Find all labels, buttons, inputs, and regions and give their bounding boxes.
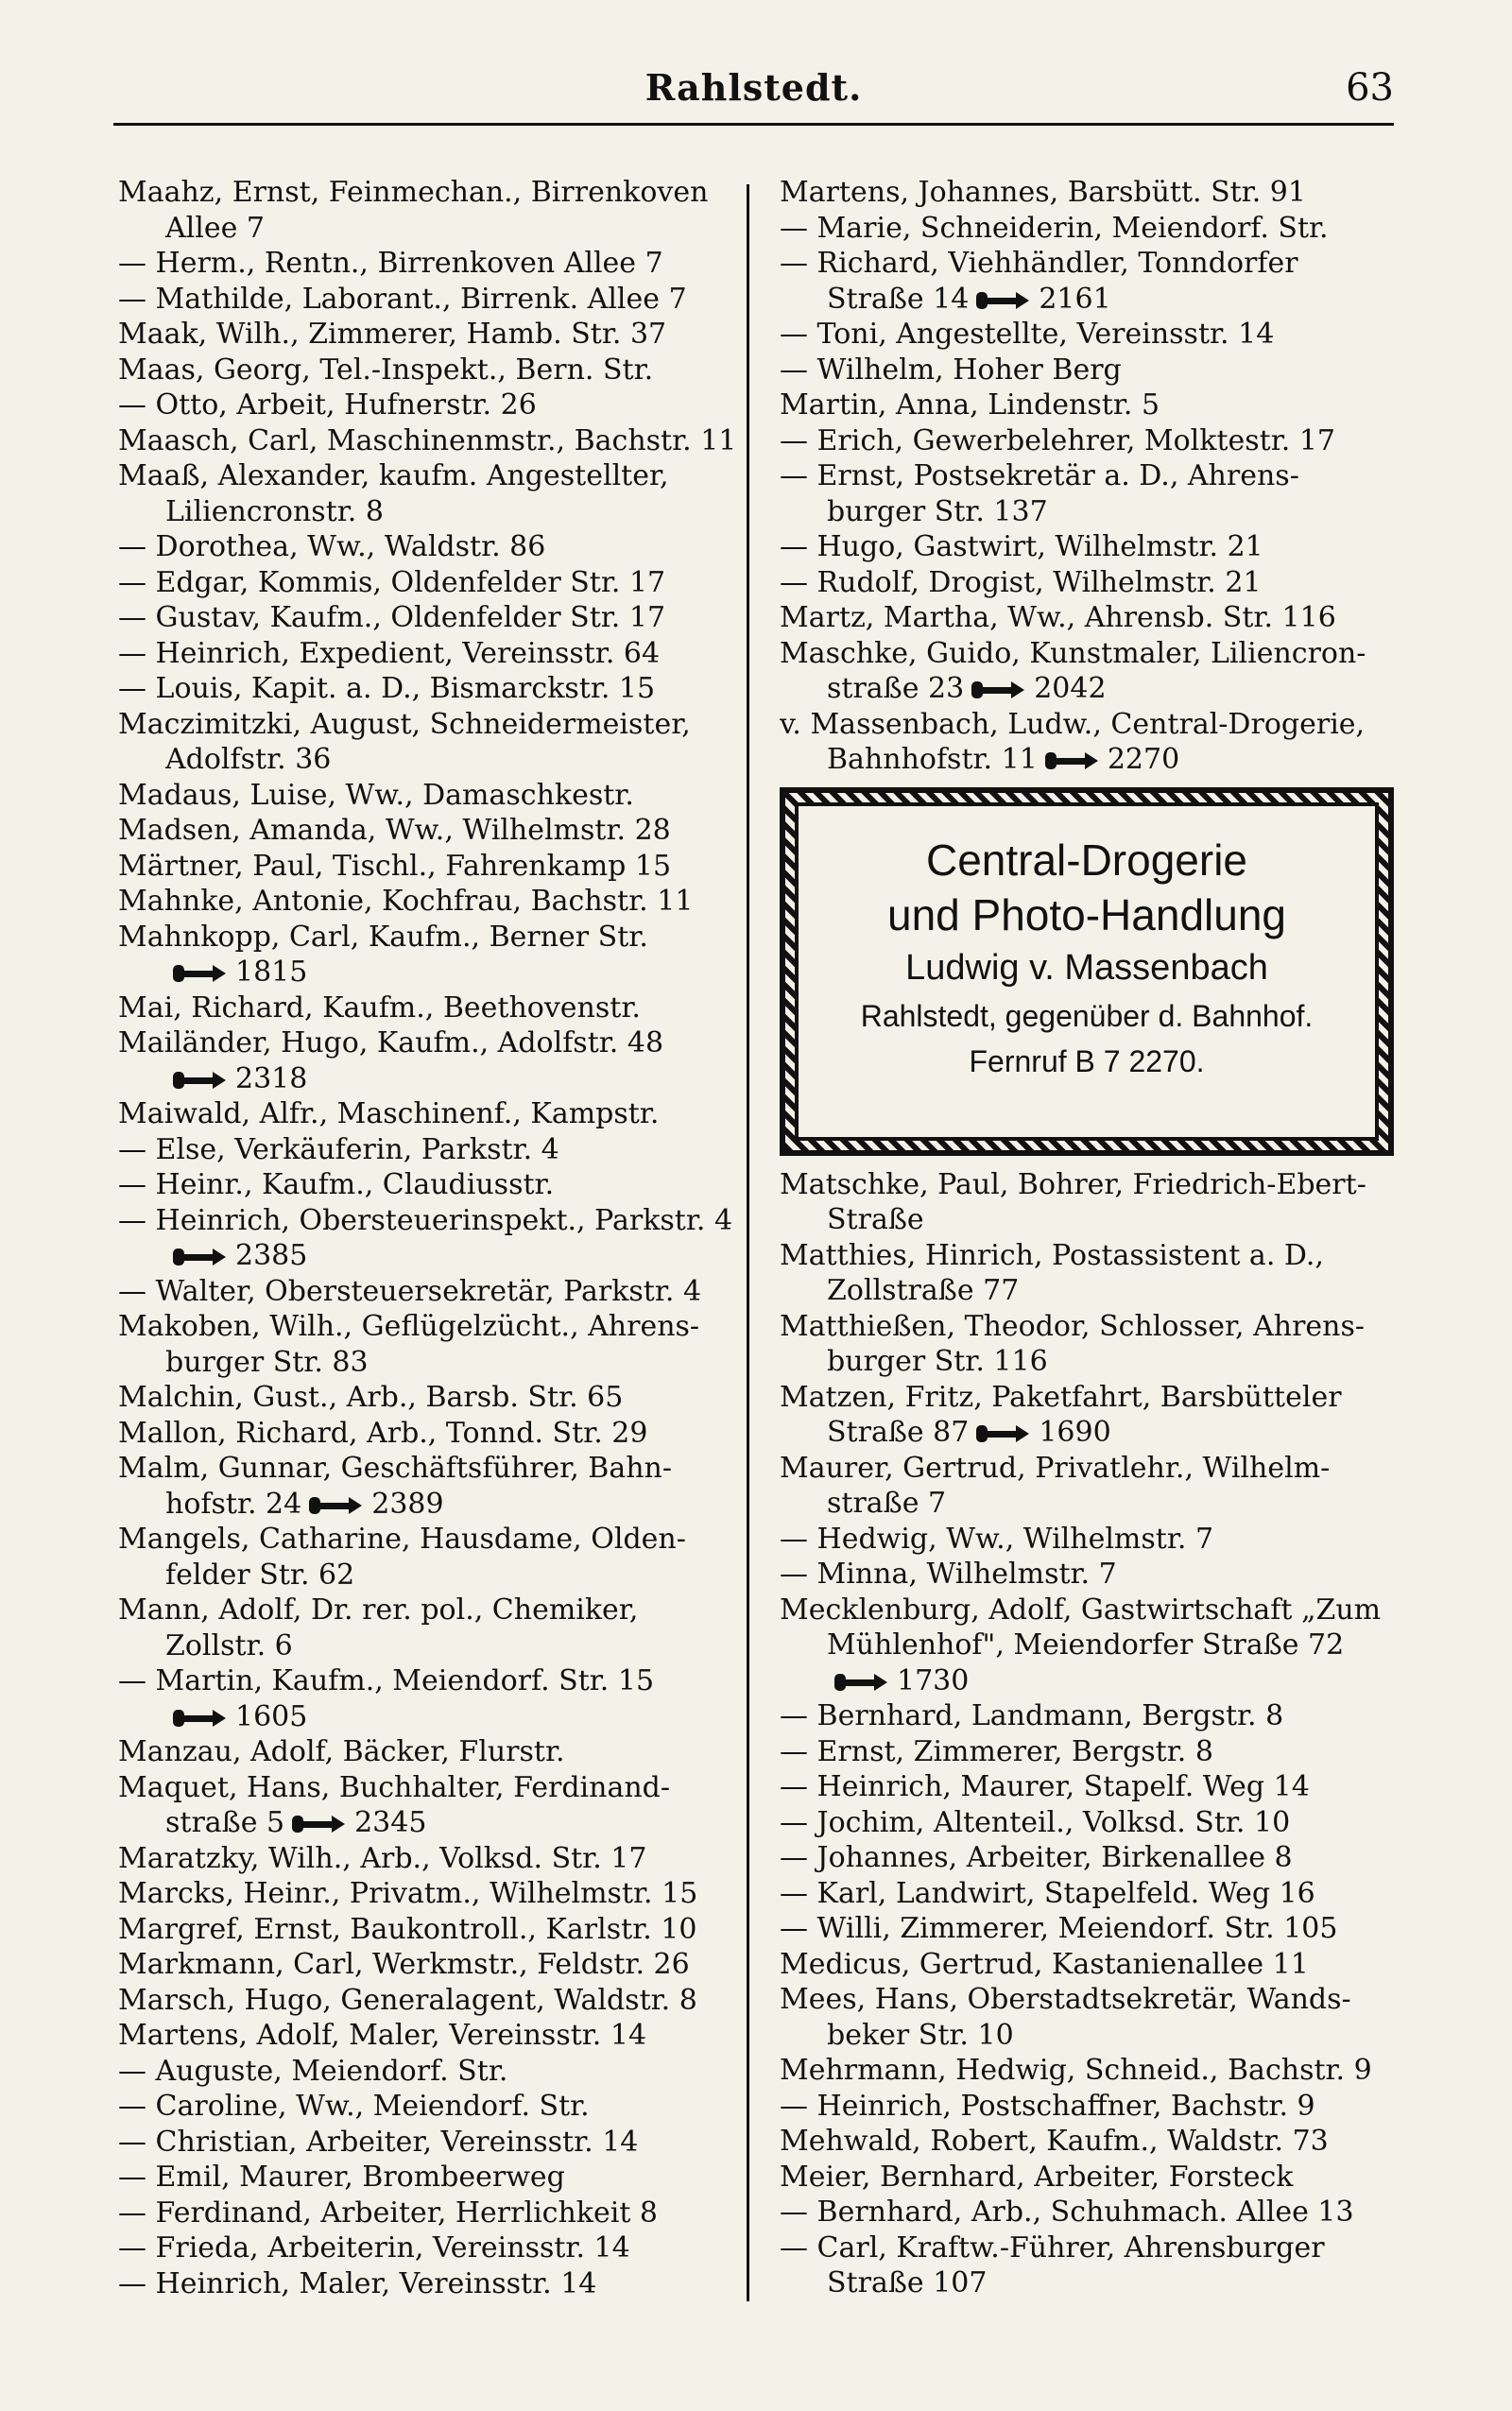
directory-line [118,1947,747,1983]
entry-text: — Auguste, Meiendorf. Str. [118,2054,508,2088]
entry-text: — Wilhelm, Hoher Berg [780,353,1122,387]
entry-text: — Otto, Arbeit, Hufnerstr. 26 [118,388,537,422]
entry-text: Straße [827,1203,924,1236]
directory-line [118,353,747,388]
directory-line [118,1309,747,1345]
entry-text: Mahnke, Antonie, Kochfrau, Bachstr. 11 [118,885,694,918]
directory-line [118,458,747,494]
entry-text: — Dorothea, Ww., Waldstr. 86 [118,530,546,563]
entry-text: Maratzky, Wilh., Arb., Volksd. Str. 17 [118,1841,647,1875]
entry-text: — Jochim, Altenteil., Volksd. Str. 10 [780,1805,1291,1839]
entry-text: — Christian, Arbeiter, Vereinsstr. 14 [118,2125,639,2159]
entry-text: Madaus, Luise, Ww., Damaschkestr. [118,778,634,812]
directory-line [780,707,1399,743]
telephone-icon [307,1493,366,1518]
directory-line [780,1982,1399,2018]
directory-line [118,849,747,885]
directory-line [118,2089,747,2125]
page-header [113,57,1394,126]
entry-text: — Mathilde, Laborant., Birrenk. Allee 7 [118,282,687,316]
directory-line [780,1663,1399,1699]
entry-text: felder Str. 62 [165,1558,355,1592]
entry-text: Straße 14 [827,282,970,316]
directory-line [780,1522,1399,1558]
directory-line [780,1557,1399,1593]
directory-line [780,2195,1399,2230]
entry-text: — Erich, Gewerbelehrer, Molktestr. 17 [780,423,1336,457]
directory-line [118,990,747,1026]
directory-line [118,423,747,459]
directory-line [780,458,1399,494]
entry-text: — Bernhard, Landmann, Bergstr. 8 [780,1699,1284,1732]
phone-number: 2270 [1107,743,1180,776]
directory-line [118,1805,747,1841]
directory-line [118,2160,747,2196]
directory-line [780,1486,1399,1522]
directory-line [780,1593,1399,1628]
entry-text: Zollstr. 6 [165,1628,293,1662]
entry-text: Maasch, Carl, Maschinenmstr., Bachstr. 11 [118,423,737,457]
directory-line [118,742,747,778]
entry-text: — Ferdinand, Arbeiter, Herrlichkeit 8 [118,2196,659,2230]
phone-number: 1605 [235,1699,308,1733]
running-head: Rahlstedt. [644,66,863,109]
entry-text: Liliencronstr. 8 [165,494,384,528]
entry-text: Maaß, Alexander, kaufm. Angestellter, [118,459,669,492]
entry-text: — Hugo, Gastwirt, Wilhelmstr. 21 [780,530,1263,563]
directory-line [780,1876,1399,1912]
entry-text: Meier, Bernhard, Arbeiter, Forsteck [780,2160,1294,2194]
ad-title-line1: Central-Drogerie [925,835,1247,885]
directory-line [780,636,1399,672]
entry-text: — Walter, Obersteuersekretär, Parkstr. 4 [118,1274,702,1308]
directory-line [780,1309,1399,1345]
directory-line [780,742,1399,778]
entry-text: Maurer, Gertrud, Privatlehr., Wilhelm- [780,1451,1331,1485]
entry-text: Matthießen, Theodor, Schlosser, Ahrens- [780,1309,1366,1343]
right-bottom-entries [780,1167,1399,2301]
directory-line [118,707,747,743]
directory-line [780,1202,1399,1238]
directory-line [780,1380,1399,1416]
entry-text: Mann, Adolf, Dr. rer. pol., Chemiker, [118,1593,639,1627]
directory-line [118,2125,747,2161]
entry-text: — Marie, Schneiderin, Meiendorf. Str. [780,211,1329,245]
phone-number: 2042 [1034,672,1107,705]
entry-text: Mehrmann, Hedwig, Schneid., Bachstr. 9 [780,2054,1372,2087]
directory-line [780,1947,1399,1983]
telephone-icon [970,678,1028,702]
entry-text: — Karl, Landwirt, Stapelfeld. Weg 16 [780,1876,1315,1910]
entry-text: Marsch, Hugo, Generalagent, Waldstr. 8 [118,1983,697,2017]
advertisement-inner [795,802,1379,1141]
directory-line [780,282,1399,318]
entry-text: Mehwald, Robert, Kaufm., Waldstr. 73 [780,2125,1329,2158]
directory-line [780,1451,1399,1487]
directory-line [780,1627,1399,1663]
directory-line [118,282,747,318]
directory-line [780,1805,1399,1841]
entry-text: Maiwald, Alfr., Maschinenf., Kampstr. [118,1097,660,1130]
directory-line [780,2089,1399,2125]
entry-text: — Carl, Kraftw.-Führer, Ahrensburger [780,2230,1325,2265]
directory-line [118,1345,747,1381]
entry-text: Matschke, Paul, Bohrer, Friedrich-Ebert- [780,1167,1366,1201]
entry-text: Allee 7 [165,211,265,245]
entry-text: — Bernhard, Arb., Schuhmach. Allee 13 [780,2196,1354,2229]
telephone-icon [833,1670,891,1695]
phone-number: 2389 [371,1487,444,1521]
entry-text: — Toni, Angestellte, Vereinsstr. 14 [780,318,1275,351]
directory-line [118,955,747,990]
entry-text: straße 23 [827,672,965,705]
directory-line [118,920,747,956]
page-number: 63 [1346,66,1394,110]
entry-text: Maahz, Ernst, Feinmechan., Birrenkoven [118,176,709,209]
directory-line [118,2018,747,2054]
entry-text: Maschke, Guido, Kunstmaler, Liliencron- [780,636,1366,670]
entry-text: Mees, Hans, Oberstadtsekretär, Wands- [780,1983,1351,2016]
directory-line [118,1734,747,1770]
directory-line [780,600,1399,636]
entry-text: — Heinrich, Postschaffner, Bachstr. 9 [780,2089,1315,2123]
directory-line [118,778,747,814]
entry-text: Mecklenburg, Adolf, Gastwirtschaft „Zum [780,1593,1382,1627]
directory-line [118,671,747,707]
entry-text: v. Massenbach, Ludw., Central-Drogerie, [780,707,1366,741]
directory-line [118,1416,747,1452]
entry-text: Mailänder, Hugo, Kaufm., Adolfstr. 48 [118,1026,664,1059]
directory-line [780,353,1399,388]
entry-text: Bahnhofstr. 11 [827,743,1038,776]
entry-text: — Martin, Kaufm., Meiendorf. Str. 15 [118,1664,655,1697]
entry-text: Maak, Wilh., Zimmerer, Hamb. Str. 37 [118,318,667,351]
directory-line [780,1840,1399,1876]
directory-line [118,2230,747,2266]
directory-line [780,494,1399,530]
entry-text: Mai, Richard, Kaufm., Beethovenstr. [118,990,641,1025]
directory-line [118,1912,747,1948]
left-column [118,175,747,2301]
directory-line [118,1096,747,1132]
telephone-icon [171,961,230,986]
entry-text: — Richard, Viehhändler, Tonndorfer [780,247,1298,280]
directory-line [780,1698,1399,1734]
entry-text: Matthies, Hinrich, Postassistent a. D., [780,1238,1324,1272]
entry-text: — Heinrich, Maler, Vereinsstr. 14 [118,2266,597,2300]
directory-line [118,1132,747,1168]
directory-line [780,175,1399,211]
directory-line [780,1769,1399,1805]
entry-text: Manzau, Adolf, Bäcker, Flurstr. [118,1735,565,1768]
directory-line [118,1025,747,1061]
entry-text: hofstr. 24 [165,1487,302,1521]
right-top-entries [780,175,1399,778]
entry-text: — Johannes, Arbeiter, Birkenallee 8 [780,1841,1293,1874]
ad-address: Rahlstedt, gegenüber d. Bahnhof. [860,998,1314,1033]
entry-text: Martin, Anna, Lindenstr. 5 [780,388,1160,422]
directory-line [118,636,747,672]
directory-line [780,1167,1399,1203]
telephone-icon [171,1068,230,1093]
directory-line [118,1522,747,1558]
directory-line [118,494,747,530]
entry-text: Straße 87 [827,1416,970,1449]
directory-line [118,387,747,423]
directory-line [118,246,747,282]
entry-text: — Else, Verkäuferin, Parkstr. 4 [118,1132,559,1166]
entry-text: — Heinr., Kaufm., Claudiusstr. [118,1168,555,1201]
entry-text: Mangels, Catharine, Hausdame, Olden- [118,1523,686,1556]
directory-line [118,1238,747,1274]
entry-text: — Hedwig, Ww., Wilhelmstr. 7 [780,1522,1214,1556]
entry-text: Märtner, Paul, Tischl., Fahrenkamp 15 [118,849,672,883]
entry-text: — Frieda, Arbeiterin, Vereinsstr. 14 [118,2231,630,2265]
directory-line [118,1274,747,1310]
entry-text: burger Str. 116 [827,1345,1048,1378]
directory-line [118,1558,747,1593]
directory-line [780,1734,1399,1770]
entry-text: — Louis, Kapit. a. D., Bismarckstr. 15 [118,672,656,705]
telephone-icon [171,1245,230,1269]
entry-text: — Heinrich, Maurer, Stapelf. Weg 14 [780,1770,1310,1803]
column-divider [747,184,749,2301]
directory-line [118,565,747,601]
directory-line [118,2266,747,2302]
directory-line [780,2230,1399,2266]
entry-text: Malm, Gunnar, Geschäftsführer, Bahn- [118,1452,672,1485]
directory-line [780,2018,1399,2054]
entry-text: Makoben, Wilh., Geflügelzücht., Ahrens- [118,1310,700,1343]
directory-line [118,1061,747,1097]
directory-line [780,529,1399,565]
entry-text: — Heinrich, Obersteuerinspekt., Parkstr. 4 [118,1203,733,1237]
entry-text: straße 7 [827,1487,947,1520]
directory-line [118,1167,747,1203]
directory-line [780,671,1399,707]
entry-text: Straße 107 [827,2266,988,2299]
directory-line [780,2265,1399,2301]
entry-text: burger Str. 83 [165,1345,369,1379]
entry-text: straße 5 [165,1806,285,1839]
telephone-icon [290,1812,349,1836]
directory-line [780,1238,1399,1274]
entry-text: Mühlenhof", Meiendorfer Straße 72 [827,1628,1345,1662]
directory-line [118,1451,747,1487]
entry-text: — Minna, Wilhelmstr. 7 [780,1558,1117,1591]
phone-number: 1815 [235,956,308,989]
ad-phone: Fernruf B 7 2270. [969,1043,1205,1078]
ad-title-line2: und Photo-Handlung [887,889,1286,939]
directory-line [118,1841,747,1877]
directory-line [118,1876,747,1912]
entry-text: — Willi, Zimmerer, Meiendorf. Str. 105 [780,1912,1338,1945]
phone-number: 2345 [354,1806,427,1839]
entry-text: — Herm., Rentn., Birrenkoven Allee 7 [118,247,663,280]
directory-line [118,1663,747,1699]
entry-text: — Emil, Maurer, Brombeerweg [118,2161,565,2194]
directory-line [118,2054,747,2090]
entry-text: Matzen, Fritz, Paketfahrt, Barsbütteler [780,1380,1342,1414]
phone-number: 2385 [235,1239,308,1272]
directory-line [780,211,1399,247]
entry-text: Martens, Adolf, Maler, Vereinsstr. 14 [118,2019,647,2052]
entry-text: beker Str. 10 [827,2018,1014,2052]
right-column [780,175,1399,2301]
entry-text: Madsen, Amanda, Ww., Wilhelmstr. 28 [118,814,671,847]
entry-text: Martz, Martha, Ww., Ahrensb. Str. 116 [780,601,1336,634]
directory-line [780,565,1399,601]
entry-text: — Ernst, Postsekretär a. D., Ahrens- [780,459,1299,492]
directory-line [118,1699,747,1735]
directory-line [780,423,1399,459]
directory-line [780,2053,1399,2089]
entry-text: — Heinrich, Expedient, Vereinsstr. 64 [118,636,661,670]
phone-number: 2318 [235,1061,308,1095]
directory-line [118,2196,747,2231]
entry-text: — Edgar, Kommis, Oldenfelder Str. 17 [118,565,666,599]
entry-text: Zollstraße 77 [827,1274,1020,1307]
directory-line [780,1344,1399,1380]
entry-text: Markmann, Carl, Werkmstr., Feldstr. 26 [118,1948,690,1981]
entry-text: Martens, Johannes, Barsbütt. Str. 91 [780,176,1306,209]
directory-line [780,1911,1399,1947]
entry-text: Mallon, Richard, Arb., Tonnd. Str. 29 [118,1416,648,1450]
phone-number: 1730 [897,1663,970,1697]
phone-number: 1690 [1039,1416,1111,1449]
directory-line [118,1487,747,1523]
phone-number: 2161 [1039,282,1111,316]
directory-line [118,317,747,353]
entry-text: Maas, Georg, Tel.-Inspekt., Bern. Str. [118,353,654,387]
entry-text: — Gustav, Kaufm., Oldenfelder Str. 17 [118,601,666,634]
entry-text: Adolfstr. 36 [165,743,332,776]
directory-line [780,317,1399,353]
entry-text: Marcks, Heinr., Privatm., Wilhelmstr. 15 [118,1877,698,1910]
directory-line [118,1593,747,1628]
directory-line [780,387,1399,423]
directory-line [118,1203,747,1239]
ad-owner: Ludwig v. Massenbach [905,947,1268,988]
entry-text: Margref, Ernst, Baukontroll., Karlstr. 10 [118,1912,697,1946]
directory-line [118,1983,747,2019]
entry-text: Medicus, Gertrud, Kastanienallee 11 [780,1947,1309,1981]
directory-line [118,813,747,849]
telephone-icon [974,1421,1033,1446]
entry-text: — Rudolf, Drogist, Wilhelmstr. 21 [780,565,1262,599]
entry-text: Mahnkopp, Carl, Kaufm., Berner Str. [118,920,648,954]
directory-line [780,2160,1399,2196]
directory-line [118,600,747,636]
telephone-icon [1043,749,1102,773]
entry-text: burger Str. 137 [827,494,1048,528]
directory-line [118,1770,747,1806]
entry-text: — Caroline, Ww., Meiendorf. Str. [118,2090,590,2123]
directory-line [118,529,747,565]
entry-text: — Ernst, Zimmerer, Bergstr. 8 [780,1734,1213,1768]
telephone-icon [974,288,1033,313]
directory-line [118,1628,747,1664]
directory-line [118,1380,747,1416]
directory-line [118,175,747,211]
directory-line [118,884,747,920]
advertisement-box [780,787,1394,1156]
telephone-icon [171,1706,230,1731]
entry-text: Maczimitzki, August, Schneidermeister, [118,707,691,741]
directory-line [780,246,1399,282]
directory-line [780,2124,1399,2160]
entry-text: Maquet, Hans, Buchhalter, Ferdinand- [118,1770,671,1804]
directory-line [780,1273,1399,1309]
entry-text: Malchin, Gust., Arb., Barsb. Str. 65 [118,1381,624,1414]
directory-line [780,1415,1399,1451]
directory-line [118,211,747,247]
